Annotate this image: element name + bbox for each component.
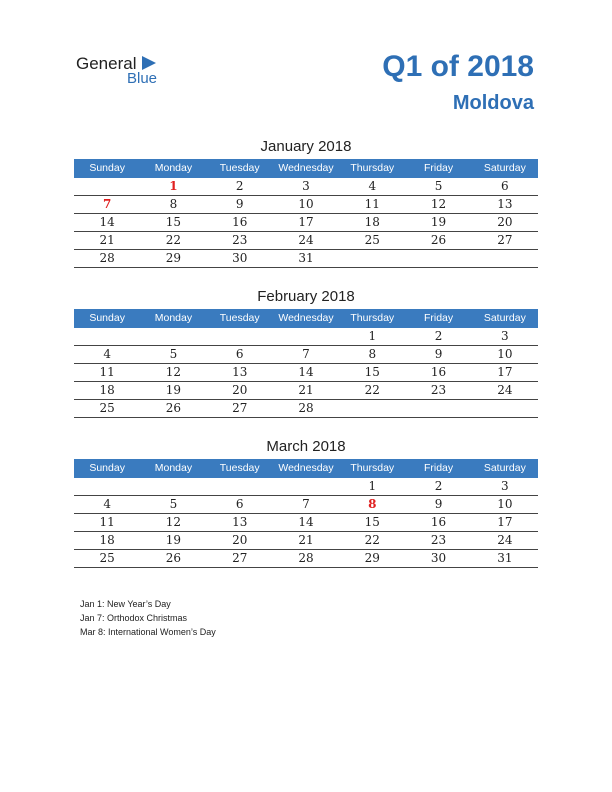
holiday-notes (80, 597, 216, 639)
day-cell: 17 (298, 215, 314, 229)
page-title: Q1 of 2018 (382, 50, 534, 83)
day-cell: 2 (434, 329, 443, 343)
week-row (74, 328, 538, 346)
weekday-label: Monday (154, 162, 193, 174)
day-cell: 23 (232, 233, 248, 247)
day-cell: 14 (99, 215, 115, 229)
weekday-label: Friday (423, 462, 454, 474)
day-cell: 21 (99, 233, 115, 247)
day-cell: 6 (235, 497, 244, 511)
week-row (74, 532, 538, 550)
empty-day-cell (140, 478, 206, 495)
day-cell: 26 (165, 401, 182, 415)
logo (76, 54, 176, 88)
weekday-header (74, 309, 538, 328)
weekday-header (74, 459, 538, 478)
day-cell: 11 (99, 365, 115, 379)
day-cell: 18 (99, 383, 115, 397)
day-cell: 22 (165, 233, 182, 247)
day-cell: 10 (497, 497, 513, 511)
day-cell: 14 (298, 365, 314, 379)
weekday-label: Tuesday (219, 162, 260, 174)
day-cell: 6 (501, 179, 509, 193)
day-cell: 13 (232, 365, 248, 379)
day-cell: 11 (99, 515, 115, 529)
empty-day-cell (472, 400, 538, 417)
empty-day-cell (339, 250, 405, 267)
day-cell: 18 (364, 215, 380, 229)
weekday-label: Sunday (89, 162, 125, 174)
empty-day-cell (405, 400, 471, 417)
weekday-label: Thursday (350, 312, 395, 324)
day-cell: 19 (165, 533, 182, 547)
week-row (74, 382, 538, 400)
day-cell: 26 (165, 551, 182, 565)
day-cell: 14 (298, 515, 314, 529)
day-cell: 31 (298, 251, 314, 265)
empty-day-cell (207, 478, 273, 495)
logo-general-text: General (76, 54, 137, 73)
day-cell: 7 (102, 197, 112, 211)
day-cell: 30 (232, 251, 248, 265)
day-cell: 30 (430, 551, 447, 565)
day-cell: 23 (430, 383, 447, 397)
day-cell: 7 (302, 347, 310, 361)
weekday-label: Sunday (89, 312, 125, 324)
day-cell: 10 (497, 347, 513, 361)
day-cell: 8 (169, 197, 178, 211)
country-name: Moldova (452, 92, 534, 114)
weekday-label: Tuesday (219, 312, 260, 324)
day-cell: 3 (501, 329, 509, 343)
day-cell: 6 (235, 347, 244, 361)
holiday-note: Jan 1: New Year’s Day (80, 599, 171, 609)
day-cell: 20 (497, 215, 513, 229)
weekday-label: Thursday (350, 462, 395, 474)
day-cell: 29 (165, 251, 182, 265)
day-cell: 3 (501, 479, 509, 493)
day-cell: 24 (497, 383, 513, 397)
day-cell: 17 (497, 365, 513, 379)
day-cell: 12 (430, 197, 447, 211)
weekday-label: Monday (154, 312, 193, 324)
weekday-label: Wednesday (278, 462, 334, 474)
week-row (74, 232, 538, 250)
day-cell: 24 (298, 233, 314, 247)
day-cell: 20 (232, 383, 248, 397)
month-title: February 2018 (257, 288, 355, 305)
day-cell: 15 (364, 515, 380, 529)
weekday-label: Monday (154, 462, 193, 474)
day-cell: 16 (232, 215, 248, 229)
day-cell: 9 (434, 347, 443, 361)
day-cell: 25 (99, 551, 115, 565)
month-march (74, 436, 538, 568)
day-cell: 25 (99, 401, 115, 415)
day-cell: 27 (232, 551, 248, 565)
day-cell: 7 (302, 497, 310, 511)
logo-flag-icon (142, 56, 156, 70)
day-cell: 15 (364, 365, 380, 379)
month-title: January 2018 (260, 138, 352, 155)
day-cell: 4 (103, 347, 111, 361)
empty-day-cell (207, 328, 273, 345)
empty-day-cell (74, 478, 140, 495)
weekday-label: Saturday (483, 162, 526, 174)
day-cell: 2 (434, 479, 443, 493)
day-cell: 9 (235, 197, 244, 211)
holiday-note: Jan 7: Orthodox Christmas (80, 613, 188, 623)
logo-blue-text: Blue (127, 70, 158, 87)
week-row (74, 346, 538, 364)
day-cell: 22 (364, 383, 380, 397)
day-cell: 22 (364, 533, 380, 547)
day-cell: 16 (430, 365, 447, 379)
day-cell: 28 (298, 401, 314, 415)
day-cell: 25 (364, 233, 380, 247)
day-cell: 4 (103, 497, 111, 511)
day-cell: 2 (235, 179, 244, 193)
week-row (74, 178, 538, 196)
day-cell: 18 (99, 533, 115, 547)
day-cell: 11 (364, 197, 380, 211)
day-cell: 17 (497, 515, 513, 529)
day-cell: 26 (430, 233, 447, 247)
weekday-label: Wednesday (278, 162, 334, 174)
day-cell: 28 (99, 251, 115, 265)
day-cell: 5 (434, 179, 443, 193)
day-cell: 23 (430, 533, 447, 547)
empty-day-cell (140, 328, 206, 345)
day-cell: 21 (298, 383, 314, 397)
weekday-label: Sunday (89, 462, 125, 474)
week-row (74, 478, 538, 496)
empty-day-cell (273, 328, 339, 345)
empty-day-cell (405, 250, 471, 267)
day-cell: 13 (232, 515, 248, 529)
empty-day-cell (273, 478, 339, 495)
day-cell: 1 (368, 329, 377, 343)
day-cell: 8 (368, 497, 377, 511)
week-row (74, 250, 538, 268)
day-cell: 12 (165, 365, 182, 379)
empty-day-cell (339, 400, 405, 417)
week-row (74, 514, 538, 532)
day-cell: 10 (298, 197, 314, 211)
weekday-label: Tuesday (219, 462, 260, 474)
day-cell: 5 (169, 347, 178, 361)
weekday-label: Thursday (350, 162, 395, 174)
day-cell: 12 (165, 515, 182, 529)
day-cell: 16 (430, 515, 447, 529)
day-cell: 19 (165, 383, 182, 397)
week-row (74, 400, 538, 418)
week-row (74, 196, 538, 214)
weekday-header (74, 159, 538, 178)
day-cell: 3 (302, 179, 310, 193)
day-cell: 15 (165, 215, 182, 229)
empty-day-cell (74, 328, 140, 345)
day-cell: 5 (169, 497, 178, 511)
day-cell: 8 (368, 347, 377, 361)
day-cell: 9 (434, 497, 443, 511)
day-cell: 24 (497, 533, 513, 547)
day-cell: 4 (368, 179, 377, 193)
day-cell: 1 (169, 179, 178, 193)
weekday-label: Friday (423, 162, 454, 174)
day-cell: 1 (368, 479, 377, 493)
weekday-label: Friday (423, 312, 454, 324)
holiday-note: Mar 8: International Women’s Day (80, 627, 216, 637)
day-cell: 29 (364, 551, 380, 565)
day-cell: 27 (497, 233, 513, 247)
month-february (74, 286, 538, 418)
week-row (74, 496, 538, 514)
week-row (74, 214, 538, 232)
day-cell: 20 (232, 533, 248, 547)
month-january (74, 136, 538, 268)
weekday-label: Wednesday (278, 312, 334, 324)
empty-day-cell (472, 250, 538, 267)
week-row (74, 550, 538, 568)
empty-day-cell (74, 178, 140, 195)
week-row (74, 364, 538, 382)
weekday-label: Saturday (483, 312, 526, 324)
month-title: March 2018 (266, 438, 346, 455)
day-cell: 28 (298, 551, 314, 565)
day-cell: 19 (430, 215, 447, 229)
weekday-label: Saturday (483, 462, 526, 474)
day-cell: 31 (497, 551, 513, 565)
day-cell: 27 (232, 401, 248, 415)
day-cell: 21 (298, 533, 314, 547)
day-cell: 13 (497, 197, 513, 211)
